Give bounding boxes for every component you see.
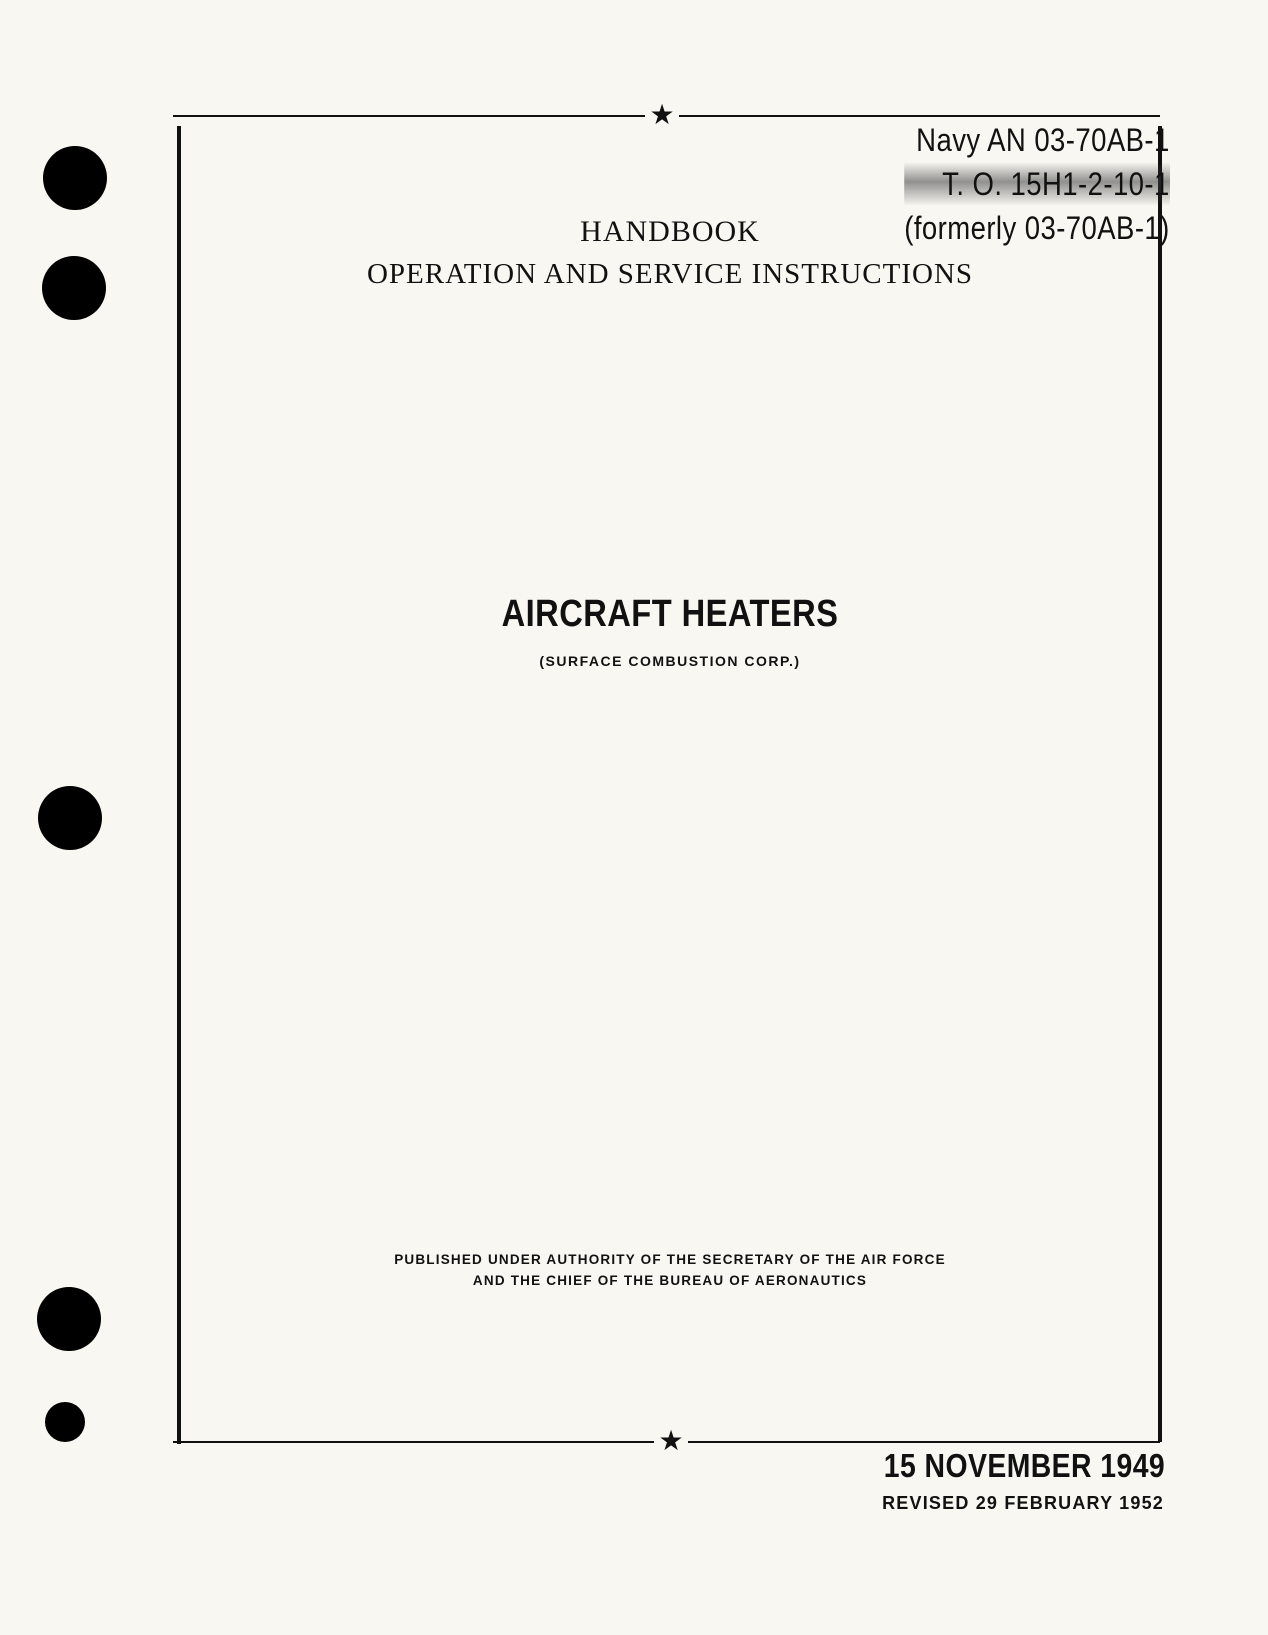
document-subtitle: OPERATION AND SERVICE INSTRUCTIONS xyxy=(366,258,974,290)
publication-date: 15 NOVEMBER 1949 xyxy=(883,1447,1165,1484)
document-title: AIRCRAFT HEATERS xyxy=(501,593,839,635)
binder-hole-5 xyxy=(45,1402,85,1442)
navy-number: Navy AN 03-70AB-1 xyxy=(916,122,1170,158)
binder-hole-4 xyxy=(37,1287,101,1351)
formerly-number: (formerly 03-70AB-1) xyxy=(904,210,1170,246)
star-bottom-icon: ★ xyxy=(654,1424,688,1458)
to-number: T. O. 15H1-2-10-1 xyxy=(904,162,1170,206)
binder-hole-3 xyxy=(38,786,102,850)
border-left xyxy=(177,126,181,1444)
star-top-icon: ★ xyxy=(645,98,679,132)
handbook-label: HANDBOOK xyxy=(580,215,760,248)
border-right xyxy=(1158,126,1162,1442)
authority-line-2: AND THE CHIEF OF THE BUREAU OF AERONAUTICS xyxy=(472,1273,868,1288)
binder-hole-1 xyxy=(43,146,107,210)
revision-date: REVISED 29 FEBRUARY 1952 xyxy=(882,1493,1164,1513)
publication-authority xyxy=(0,1249,1268,1291)
authority-line-1: PUBLISHED UNDER AUTHORITY OF THE SECRETARY OF THE AIR FORCE xyxy=(394,1252,946,1267)
manufacturer-name: (SURFACE COMBUSTION CORP.) xyxy=(539,653,801,669)
